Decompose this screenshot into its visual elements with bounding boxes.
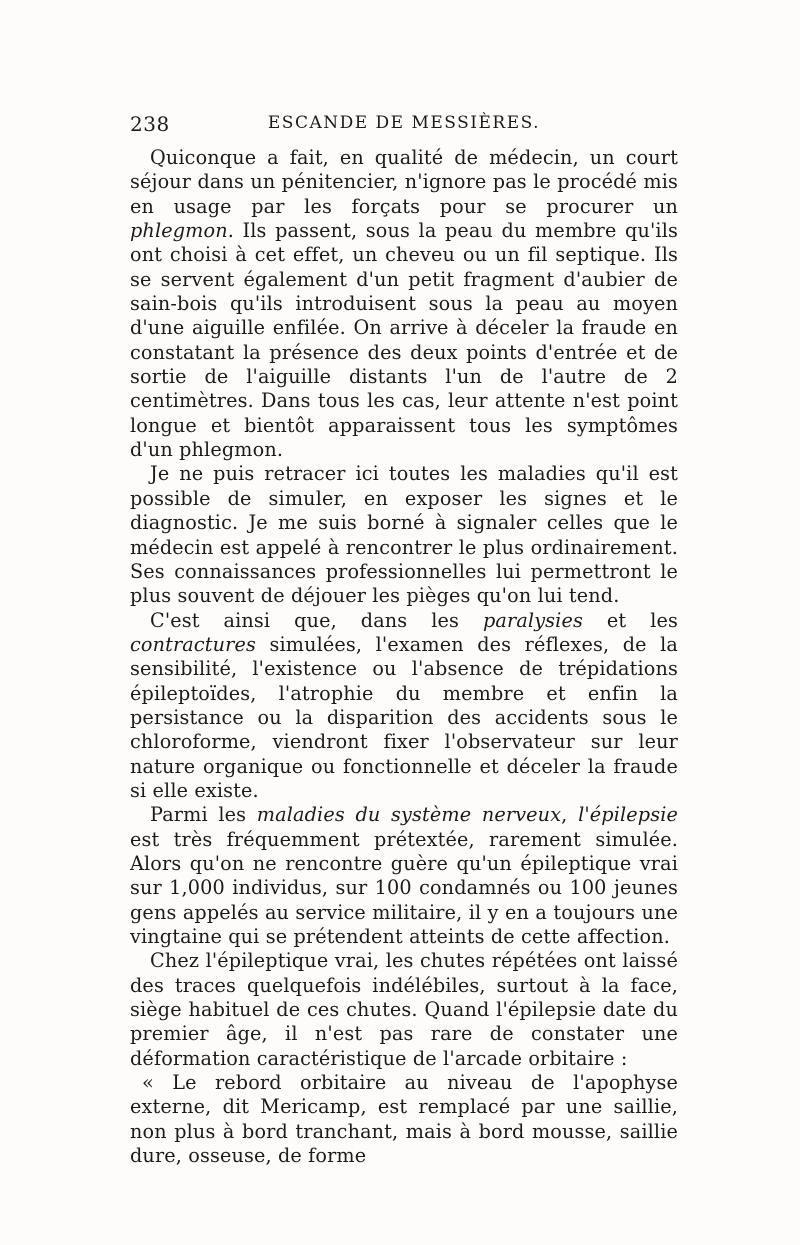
running-head: ESCANDE DE MESSIÈRES.	[267, 113, 541, 133]
paragraph: C'est ainsi que, dans les paralysies et les contractures simulées, l'examen des réflexes, de la sensibilité, l'existence ou l'absence de trépidations épileptoïdes, l'atrophie du membre et enfin la persistance ou la disparition des accidents sous le chloroforme, viendront fixer l'observateur sur leur nature organique ou fonctionnelle et déceler la fraude si elle existe.	[130, 608, 678, 802]
page-header	[130, 112, 678, 142]
page-number: 238	[130, 112, 170, 136]
italic-term: contractures	[130, 632, 256, 656]
paragraph: Quiconque a fait, en qualité de médecin, un court séjour dans un pénitencier, n'ignore pas le procédé mis en usage par les forçats pour se procurer un phlegmon. Ils passent, sous la peau du membre qu'ils ont choisi à cet effet, un cheveu ou un fil septique. Ils se servent également d'un petit fragment d'aubier de sain-bois qu'ils introduisent sous la peau au moyen d'une aiguille enfilée. On arrive à déceler la fraude en constatant la présence des deux points d'entrée et de sortie de l'aiguille distants l'un de l'autre de 2 centimètres. Dans tous les cas, leur attente n'est point longue et bientôt apparaissent tous les symptômes d'un phlegmon.	[130, 146, 678, 462]
body-text	[130, 146, 678, 1168]
paragraph: Chez l'épileptique vrai, les chutes répétées ont laissé des traces quelquefois indélébiles, surtout à la face, siège habituel de ces chutes. Quand l'épilepsie date du premier âge, il n'est pas rare de constater une déformation caractéristique de l'arcade orbitaire :	[130, 949, 678, 1070]
italic-term: maladies du système nerveux	[256, 803, 562, 827]
paragraph: Parmi les maladies du système nerveux, l'épilepsie est très fréquemment prétextée, rarement simulée. Alors qu'on ne rencontre guère qu'un épileptique vrai sur 1,000 individus, sur 100 condamnés ou 100 jeunes gens appelés au service militaire, il y en a toujours une vingtaine qui se prétendent atteints de cette affection.	[130, 803, 679, 948]
paragraph: Je ne puis retracer ici toutes les maladies qu'il est possible de simuler, en exposer les signes et le diagnostic. Je me suis borné à signaler celles que le médecin est appelé à rencontrer le plus ordinairement. Ses connaissances professionnelles lui permettront le plus souvent de déjouer les pièges qu'on lui tend.	[130, 462, 678, 608]
quoted-paragraph: « Le rebord orbitaire au niveau de l'apophyse externe, dit Mericamp, est remplacé par une saillie, non plus à bord tranchant, mais à bord mousse, saillie dure, osseuse, de forme	[130, 1071, 678, 1168]
italic-term: l'épilepsie	[578, 803, 679, 827]
italic-term: paralysies	[482, 608, 583, 632]
italic-term: phlegmon	[130, 219, 228, 243]
